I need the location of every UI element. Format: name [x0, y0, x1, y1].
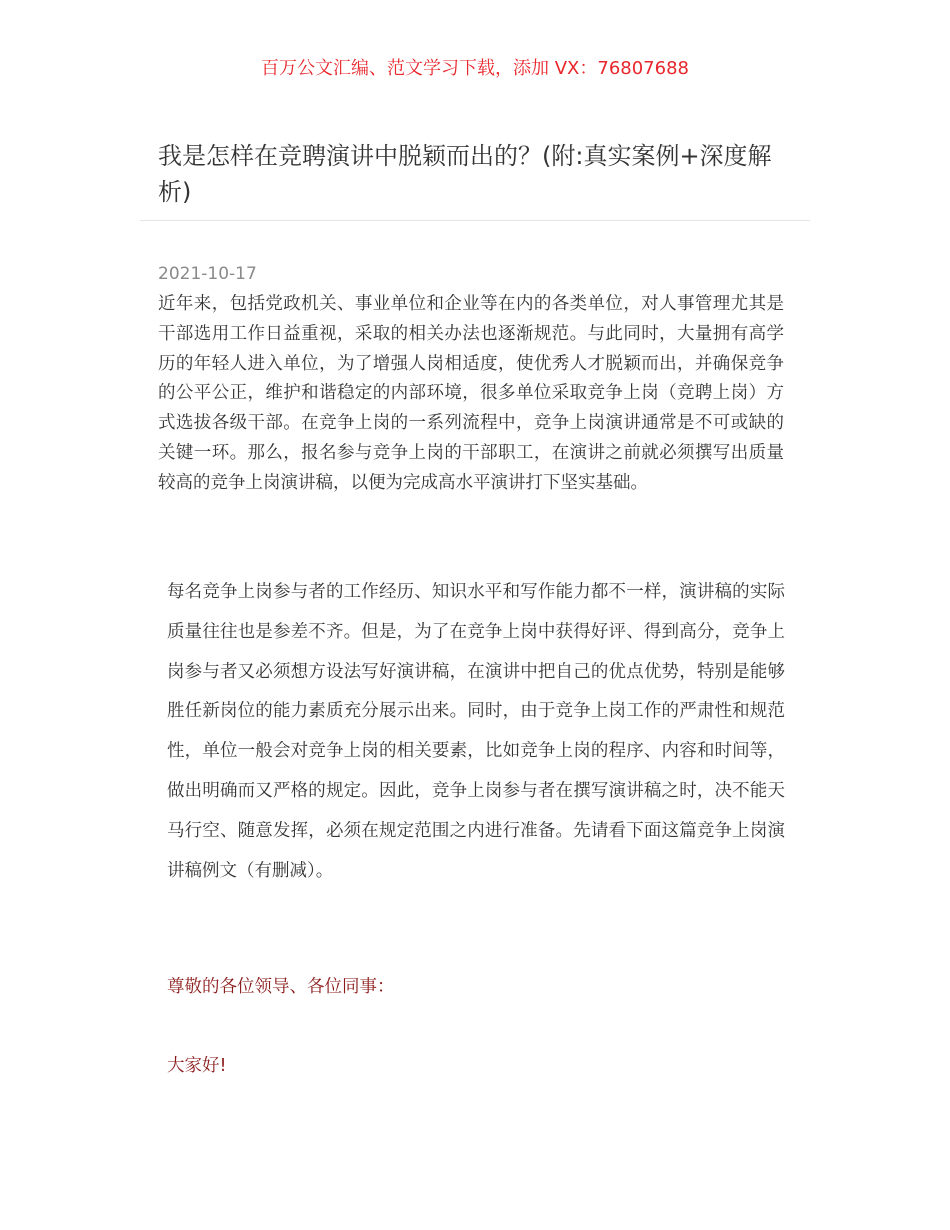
speech-salutation: 尊敬的各位领导、各位同事： — [167, 977, 395, 997]
speech-greeting: 大家好! — [167, 1056, 227, 1076]
title-divider — [140, 220, 810, 221]
intro-paragraph: 近年来，包括党政机关、事业单位和企业等在内的各类单位，对人事管理尤其是干部选用工作日益重视，采取的相关办法也逐渐规范。与此同时，大量拥有高学历的年轻人进入单位，为了增强人岗相适度，使优秀人才脱颖而出，并确保竞争的公平公正，维护和谐稳定的内部环境，很多单位采取竞争上岗（竞聘上岗）方式选拔各级干部。在竞争上岗的一系列流程中，竞争上岗演讲通常是不可或缺的关键一环。那么，报名参与竞争上岗的干部职工，在演讲之前就必须撰写出质量较高的竞争上岗演讲稿，以便为完成高水平演讲打下坚实基础。 — [158, 294, 784, 493]
publish-date: 2021-10-17 — [158, 264, 257, 284]
body-paragraph: 每名竞争上岗参与者的工作经历、知识水平和写作能力都不一样，演讲稿的实际质量往往也是参差不齐。但是，为了在竞争上岗中获得好评、得到高分，竞争上岗参与者又必须想方设法写好演讲稿，在演讲中把自己的优点优势，特别是能够胜任新岗位的能力素质充分展示出来。同时，由于竞争上岗工作的严肃性和规范性，单位一般会对竞争上岗的相关要素，比如竞争上岗的程序、内容和时间等，做出明确而又严格的规定。因此，竞争上岗参与者在撰写演讲稿之时，决不能天马行空、随意发挥，必须在规定范围之内进行准备。先请看下面这篇竞争上岗演讲稿例文（有删减）。 — [167, 582, 785, 881]
article-title: 我是怎样在竞聘演讲中脱颖而出的？(附:真实案例+深度解析) — [158, 142, 772, 206]
promo-banner: 百万公文汇编、范文学习下载，添加 VX：76807688 — [261, 58, 689, 79]
